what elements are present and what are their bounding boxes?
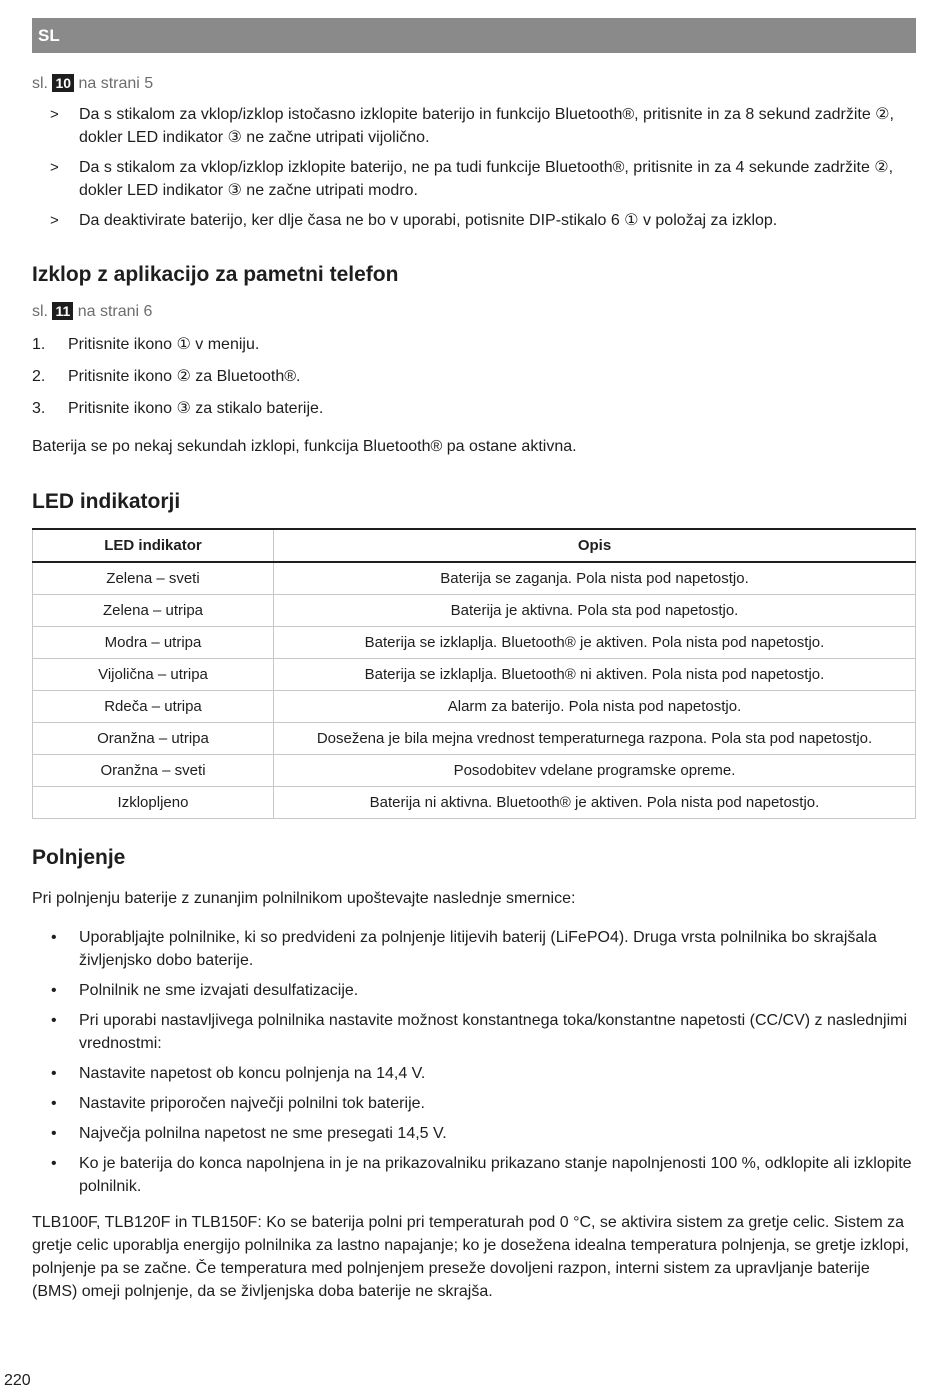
figure-ref-suffix: na strani 6 bbox=[77, 303, 153, 320]
figure-ref-prefix: sl. bbox=[32, 75, 48, 92]
table-row bbox=[33, 562, 916, 595]
description-cell: Baterija ni aktivna. Bluetooth® je aktiven. Pola nista pod napetostjo. bbox=[274, 787, 916, 819]
step-text: Pritisnite ikono ③ za stikalo baterije. bbox=[68, 400, 324, 417]
led-state-cell: Izklopljeno bbox=[33, 787, 274, 819]
figure-number-badge: 10 bbox=[52, 74, 74, 92]
list-item bbox=[32, 926, 912, 972]
figure-reference-10 bbox=[32, 74, 153, 94]
step-text: Pritisnite ikono ② za Bluetooth®. bbox=[68, 368, 301, 385]
table-row bbox=[33, 691, 916, 723]
led-state-cell: Rdeča – utripa bbox=[33, 691, 274, 723]
bullet-symbol: • bbox=[51, 1155, 57, 1172]
step-text: Da s stikalom za vklop/izklop istočasno izklopite baterijo in funkcijo Bluetooth®, pritisnite in za 8 sekund zadržite ②, dokler LED indikator ③ ne začne utripati vijolično. bbox=[79, 106, 894, 146]
page-number: 220 bbox=[4, 1372, 31, 1389]
bullet-symbol: • bbox=[51, 929, 57, 946]
bullet-text: Polnilnik ne sme izvajati desulfatizacije. bbox=[79, 982, 359, 999]
app-shutdown-note: Baterija se po nekaj sekundah izklopi, funkcija Bluetooth® pa ostane aktivna. bbox=[32, 438, 577, 455]
led-state-cell: Oranžna – utripa bbox=[33, 723, 274, 755]
bullet-text: Pri uporabi nastavljivega polnilnika nastavite možnost konstantnega toka/konstantne napetosti (CC/CV) z naslednjimi vrednostmi: bbox=[79, 1012, 908, 1052]
led-state-cell: Vijolična – utripa bbox=[33, 659, 274, 691]
bullet-symbol: • bbox=[51, 1065, 57, 1082]
bullet-symbol: • bbox=[51, 1095, 57, 1112]
table-row bbox=[33, 627, 916, 659]
figure-ref-suffix: na strani 5 bbox=[78, 75, 154, 92]
led-state-cell: Zelena – sveti bbox=[33, 562, 274, 595]
language-code: SL bbox=[38, 26, 60, 45]
list-item bbox=[32, 1152, 912, 1198]
list-item bbox=[32, 979, 912, 1002]
list-item bbox=[32, 398, 902, 420]
description-cell: Baterija je aktivna. Pola sta pod napetostjo. bbox=[274, 595, 916, 627]
step-text: Da s stikalom za vklop/izklop izklopite baterijo, ne pa tudi funkcije Bluetooth®, pritisnite in za 4 sekunde zadržite ②, dokler LED indikator ③ ne začne utripati modro. bbox=[79, 159, 894, 199]
bullet-text: Uporabljajte polnilnike, ki so predvideni za polnjenje litijevih baterij (LiFePO4). Druga vrsta polnilnika bo skrajšala življenjsko dobo baterije. bbox=[79, 929, 877, 969]
charging-guidelines-list bbox=[32, 926, 912, 1205]
column-header-description: Opis bbox=[274, 529, 916, 562]
table-row bbox=[33, 723, 916, 755]
figure-number-badge: 11 bbox=[52, 302, 73, 320]
table-row bbox=[33, 755, 916, 787]
table-row bbox=[33, 595, 916, 627]
section-title-charging: Polnjenje bbox=[32, 846, 126, 869]
language-header-bar bbox=[32, 18, 916, 53]
table-header-row bbox=[33, 529, 916, 562]
cell-heating-paragraph: TLB100F, TLB120F in TLB150F: Ko se baterija polni pri temperaturah pod 0 °C, se aktivira sistem za gretje celic. Sistem za gretje celic uporablja energijo polnilnika za lastno napajanje; ko je dosežena idealna temperatura polnjenja, se gretje izklopi, polnjenje pa se začne. Če temperatura med polnjenjem preseže dovoljeni razpon, interni sistem za upravljanje baterije (BMS) omeji polnjenje, da se življenjska doba baterije ne skrajša. bbox=[32, 1214, 909, 1300]
list-item bbox=[32, 1009, 912, 1055]
list-item bbox=[32, 366, 902, 388]
led-state-cell: Zelena – utripa bbox=[33, 595, 274, 627]
switch-off-steps bbox=[32, 103, 902, 239]
bullet-text: Nastavite priporočen največji polnilni tok baterije. bbox=[79, 1095, 425, 1112]
description-cell: Baterija se zaganja. Pola nista pod napetostjo. bbox=[274, 562, 916, 595]
description-cell: Alarm za baterijo. Pola nista pod napetostjo. bbox=[274, 691, 916, 723]
description-cell: Baterija se izklaplja. Bluetooth® ni aktiven. Pola nista pod napetostjo. bbox=[274, 659, 916, 691]
step-marker: > bbox=[50, 212, 59, 229]
step-number: 1. bbox=[32, 336, 46, 353]
led-indicator-table bbox=[32, 528, 916, 819]
list-item bbox=[32, 334, 902, 356]
column-header-led: LED indikator bbox=[33, 529, 274, 562]
list-item bbox=[32, 1092, 912, 1115]
led-state-cell: Oranžna – sveti bbox=[33, 755, 274, 787]
step-text: Pritisnite ikono ① v meniju. bbox=[68, 336, 260, 353]
bullet-text: Največja polnilna napetost ne sme presegati 14,5 V. bbox=[79, 1125, 447, 1142]
description-cell: Dosežena je bila mejna vrednost temperaturnega razpona. Pola sta pod napetostjo. bbox=[274, 723, 916, 755]
list-item bbox=[32, 209, 902, 232]
list-item bbox=[32, 1122, 912, 1145]
description-cell: Baterija se izklaplja. Bluetooth® je aktiven. Pola nista pod napetostjo. bbox=[274, 627, 916, 659]
step-text: Da deaktivirate baterijo, ker dlje časa ne bo v uporabi, potisnite DIP-stikalo 6 ① v položaj za izklop. bbox=[79, 212, 778, 229]
description-cell: Posodobitev vdelane programske opreme. bbox=[274, 755, 916, 787]
bullet-symbol: • bbox=[51, 1125, 57, 1142]
table-row bbox=[33, 659, 916, 691]
section-title-app-shutdown: Izklop z aplikacijo za pametni telefon bbox=[32, 263, 399, 286]
table-row bbox=[33, 787, 916, 819]
section-title-led-indicators: LED indikatorji bbox=[32, 490, 181, 513]
step-marker: > bbox=[50, 106, 59, 123]
bullet-text: Ko je baterija do konca napolnjena in je na prikazovalniku prikazano stanje napolnjenosti 100 %, odklopite ali izklopite polnilnik. bbox=[79, 1155, 912, 1195]
list-item bbox=[32, 1062, 912, 1085]
step-marker: > bbox=[50, 159, 59, 176]
charging-intro: Pri polnjenju baterije z zunanjim polnilnikom upoštevajte naslednje smernice: bbox=[32, 890, 576, 907]
list-item bbox=[32, 156, 902, 202]
figure-ref-prefix: sl. bbox=[32, 303, 48, 320]
step-number: 3. bbox=[32, 400, 46, 417]
step-number: 2. bbox=[32, 368, 46, 385]
bullet-symbol: • bbox=[51, 1012, 57, 1029]
app-steps-list bbox=[32, 334, 902, 430]
list-item bbox=[32, 103, 902, 149]
led-state-cell: Modra – utripa bbox=[33, 627, 274, 659]
figure-reference-11 bbox=[32, 302, 152, 322]
bullet-text: Nastavite napetost ob koncu polnjenja na 14,4 V. bbox=[79, 1065, 426, 1082]
bullet-symbol: • bbox=[51, 982, 57, 999]
